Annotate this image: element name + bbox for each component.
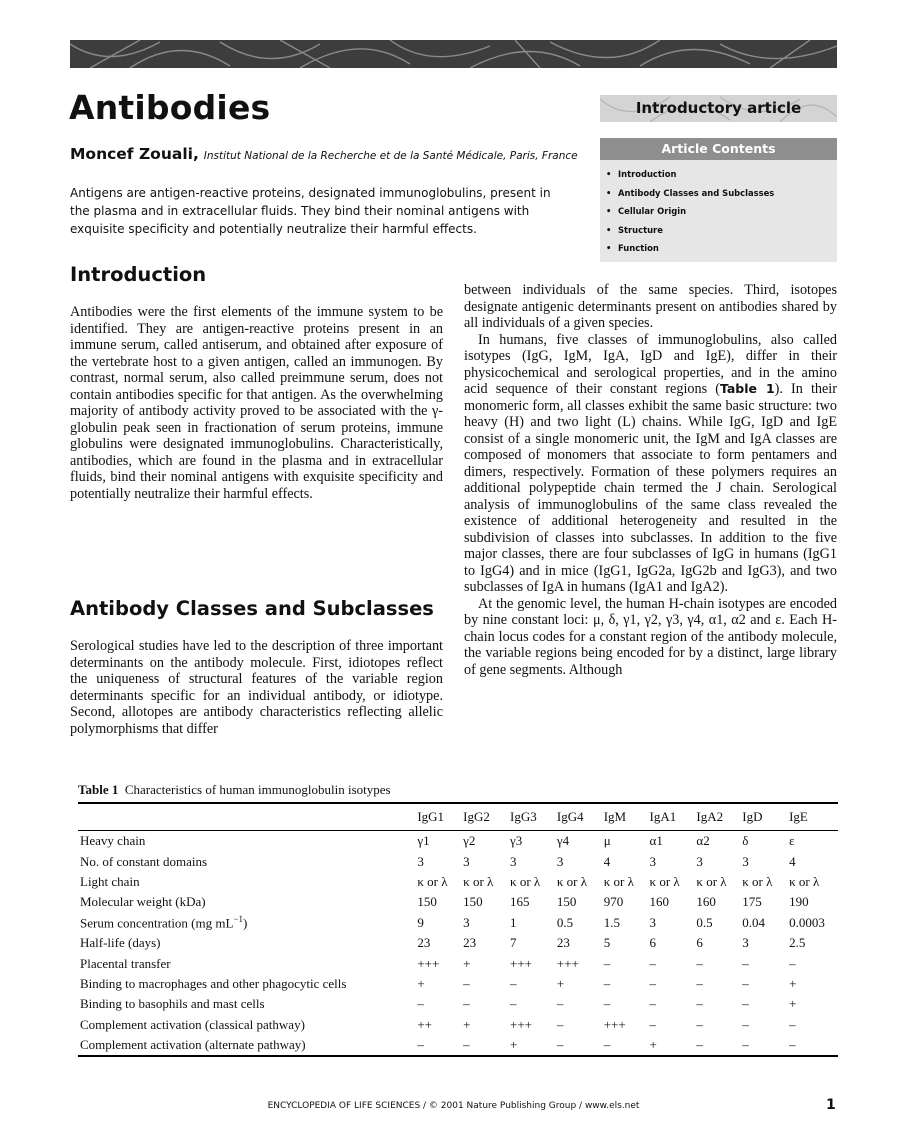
bullet-icon: •	[606, 169, 612, 179]
row-label-text: Binding to basophils and mast cells	[80, 996, 265, 1012]
table-cell: 23	[417, 935, 431, 951]
table-cell: –	[463, 975, 470, 991]
table-cell: –	[696, 1037, 703, 1053]
section-heading-introduction: Introduction	[70, 263, 207, 286]
table-cell: –	[649, 1016, 657, 1032]
table-cell: 165	[510, 894, 530, 910]
row-label-text: Heavy chain	[80, 833, 146, 849]
contents-item-label: Function	[618, 243, 659, 253]
table-cell: +++	[556, 955, 579, 971]
table-cell: +++	[603, 1016, 626, 1032]
table-cell: –	[789, 955, 796, 971]
column-header: IgG2	[463, 809, 490, 824]
table-row	[78, 872, 838, 892]
table-cell: –	[742, 996, 749, 1012]
table-cell: 6	[696, 935, 703, 951]
table-cell: –	[789, 1037, 796, 1053]
right-column-body	[464, 282, 837, 678]
table-cell: ++	[417, 1016, 432, 1032]
table-cell: +	[649, 1037, 657, 1053]
table-cell: 3	[649, 914, 657, 930]
column-header: IgM	[603, 809, 627, 824]
table-row	[78, 933, 838, 953]
table-cell: γ4	[556, 833, 570, 849]
right-paragraph-1: between individuals of the same species. Third, isotopes designate antigenic determinants present on antibodies shared by all individuals of a given species.	[464, 282, 837, 331]
table-row	[78, 974, 838, 994]
table-body	[78, 831, 838, 1057]
table-row	[78, 851, 838, 871]
table-cell: –	[603, 955, 611, 971]
table-cell: 5	[603, 935, 611, 951]
table-cell: –	[696, 955, 703, 971]
table-cell: α2	[696, 833, 710, 849]
table-cell: 3	[510, 853, 517, 869]
page-footer: ENCYCLOPEDIA OF LIFE SCIENCES / © 2001 Nature Publishing Group / www.els.net	[267, 1101, 640, 1111]
row-label-text: Molecular weight (kDa)	[80, 894, 206, 910]
table-caption	[78, 782, 391, 798]
table-header-blank	[78, 803, 417, 831]
table-cell: –	[463, 996, 470, 1012]
decorative-banner	[70, 40, 837, 68]
table-row	[78, 1015, 838, 1035]
row-label-superscript: −1	[233, 914, 244, 925]
table-cell: 190	[789, 894, 809, 910]
table-row	[78, 913, 838, 933]
table-cell: κ or λ	[789, 873, 820, 889]
table-caption-text: Characteristics of human immunoglobulin isotypes	[124, 782, 391, 797]
row-label-text: No. of constant domains	[80, 853, 208, 869]
column-header: IgG1	[417, 809, 445, 824]
table-cell: κ or λ	[696, 873, 727, 889]
table-cell: α1	[649, 833, 663, 849]
table-cell: +	[417, 975, 425, 991]
table-cell: γ2	[463, 833, 476, 849]
table-cell: κ or λ	[603, 873, 634, 889]
author-line	[70, 145, 578, 163]
table-cell: κ or λ	[556, 873, 588, 889]
table-cell: 0.04	[742, 914, 765, 930]
row-label-text: Complement activation (alternate pathway)	[80, 1037, 306, 1053]
table-cell: 1.5	[603, 914, 620, 930]
table-cell: +	[463, 1016, 471, 1032]
contents-item[interactable]	[606, 221, 837, 240]
introduction-body	[70, 304, 443, 502]
classes-body	[70, 638, 443, 737]
table-header-row	[78, 803, 838, 831]
row-label	[78, 933, 417, 953]
introduction-paragraph: Antibodies were the first elements of the immune system to be identified. They are antigen-reactive proteins present in an immune serum, called antiserum, and obtained after exposure of the vertebrate host to a given antigen, called an immunogen. By contrast, normal serum, also called preimmune serum, does not contain antibodies specific for that antigen. As the overwhelming majority of antibody activity proved to be associated with the γ-globulin peak seen in fractionation of serum proteins, immune globulins were designated immunoglobulins. Characteristically, antibodies, which are found in the plasma and in extracellular fluids, bind their nominal antigens with exquisite specificity and potentially neutralize their harmful effects.	[70, 304, 443, 502]
table-cell: +++	[510, 1016, 533, 1032]
row-label	[78, 892, 417, 912]
column-header: IgA1	[649, 809, 677, 824]
column-header: IgA2	[696, 809, 724, 824]
table-cell: κ or λ	[649, 873, 680, 889]
table-cell: –	[417, 1037, 424, 1053]
table-cell: 150	[463, 894, 483, 910]
classes-paragraph: Serological studies have led to the description of three important determinants on the antibody molecule. First, idiotopes reflect the uniqueness of structural features of the variable region determinants specific for an individual antibody, or idiotype. Second, allotopes are antibody characteristics reflecting allelic polymorphisms that differ	[70, 638, 443, 737]
table-cell: +	[556, 975, 565, 991]
article-title: Antibodies	[69, 88, 271, 127]
author-name: Moncef Zouali,	[70, 145, 199, 163]
table-cell: –	[556, 1016, 564, 1032]
row-label-text: Serum concentration (mg mL	[80, 915, 234, 931]
table-cell: –	[603, 996, 611, 1012]
contents-item[interactable]	[606, 239, 837, 258]
article-type-box	[600, 95, 837, 122]
table-cell: 0.5	[556, 914, 574, 930]
table-cell: 3	[463, 853, 470, 869]
row-label	[78, 831, 417, 852]
table-cell: 3	[649, 853, 657, 869]
table-cell: –	[463, 1037, 470, 1053]
contents-item-label: Structure	[618, 224, 663, 235]
table-cell: 175	[742, 894, 762, 910]
table-cell: 160	[649, 894, 670, 910]
column-header: IgG4	[556, 809, 584, 824]
table-cell: 2.5	[789, 935, 806, 951]
contents-item-label: Antibody Classes and Subclasses	[618, 187, 775, 198]
table-cell: γ1	[417, 833, 430, 849]
table-cell: 3	[463, 914, 470, 930]
table-cell: –	[510, 996, 517, 1012]
table-cell: +	[463, 955, 471, 971]
row-label-text: Complement activation (classical pathway)	[80, 1016, 305, 1032]
row-label	[78, 872, 417, 892]
table-cell: κ or λ	[742, 873, 773, 889]
table-cell: 23	[463, 935, 477, 951]
section-heading-classes: Antibody Classes and Subclasses	[70, 597, 434, 620]
table-cell: –	[742, 1016, 749, 1032]
table-cell: 150	[556, 894, 577, 910]
table-cell: –	[556, 996, 564, 1012]
row-label	[78, 974, 417, 994]
row-label-text: Light chain	[80, 873, 140, 889]
row-label	[78, 851, 417, 871]
bullet-icon: •	[606, 243, 612, 253]
row-label	[78, 913, 417, 933]
table-row	[78, 831, 838, 852]
table-cell: 6	[649, 935, 657, 951]
contents-item-label: Cellular Origin	[618, 206, 687, 216]
table-cell: δ	[742, 833, 749, 849]
table-cell: +	[789, 975, 797, 991]
table-cell: 4	[789, 853, 796, 869]
right-paragraph-2-text: In humans, five classes of immunoglobulins, also called isotypes (IgG, IgM, IgA, IgD and IgE), differ in their physicochemical and serological properties, and in the amino acid sequence of their constant regions (	[464, 331, 837, 397]
table-cell: –	[649, 955, 657, 971]
author-affiliation: Institut National de la Recherche et de la Santé Médicale, Paris, France	[203, 150, 578, 162]
table-cell: +++	[417, 955, 440, 971]
table-cell: –	[742, 1037, 749, 1053]
article-contents-list	[600, 160, 837, 258]
table-cell: –	[696, 975, 703, 991]
table-cell: +	[510, 1037, 518, 1053]
column-header: IgG3	[510, 809, 537, 824]
row-label	[78, 953, 417, 973]
table-label: Table 1	[78, 782, 119, 797]
article-contents-box	[600, 138, 837, 262]
table-row	[78, 1035, 838, 1056]
table-cell: +++	[510, 955, 533, 971]
table-cell: 0.5	[696, 914, 713, 930]
contents-item[interactable]	[606, 202, 837, 221]
table-cell: –	[649, 975, 657, 991]
table-cell: –	[789, 1016, 796, 1032]
table-cell: 150	[417, 894, 437, 910]
table-cell: 4	[603, 853, 611, 869]
table-cell: μ	[603, 833, 611, 849]
table-row	[78, 892, 838, 912]
row-label-text: Placental transfer	[80, 955, 171, 971]
table-reference-link[interactable]: Table 1	[719, 381, 775, 396]
table-cell: –	[417, 996, 424, 1012]
table-cell: –	[696, 996, 703, 1012]
table-cell: 3	[696, 853, 703, 869]
row-label	[78, 1015, 417, 1035]
right-paragraph-3: At the genomic level, the human H-chain isotypes are encoded by nine constant loci: μ, δ, γ1, γ2, γ3, γ4, α1, α2 and ε. Each H-chain locus codes for a constant region of the antibody molecule, the variable regions being encoded for by a distinct, large library of gene segments. Although	[464, 595, 837, 678]
bullet-icon: •	[606, 187, 612, 198]
right-paragraph-2	[464, 332, 837, 596]
table-cell: κ or λ	[417, 873, 448, 889]
row-label	[78, 1035, 417, 1056]
abstract: Antigens are antigen-reactive proteins, designated immunoglobulins, present in the plasma and in extracellular fluids. They bind their nominal antigens with exquisite specificity and potentially neutralize their harmful effects.	[70, 186, 551, 236]
table-row	[78, 953, 838, 973]
table-cell: –	[696, 1016, 703, 1032]
row-label	[78, 994, 417, 1014]
isotype-table	[78, 802, 838, 1057]
table-cell: 3	[556, 853, 564, 869]
article-contents-title: Article Contents	[600, 138, 837, 160]
bullet-icon: •	[606, 206, 612, 216]
row-label-suffix: )	[243, 915, 248, 931]
table-cell: 7	[510, 935, 517, 951]
article-type-label: Introductory article	[635, 99, 802, 117]
bullet-icon: •	[606, 224, 612, 235]
table-cell: ε	[789, 833, 795, 849]
table-cell: –	[556, 1037, 564, 1053]
isotype-table-grid	[78, 802, 838, 1057]
table-cell: 0.0003	[789, 914, 825, 930]
table-cell: κ or λ	[463, 873, 494, 889]
contents-item[interactable]	[606, 165, 837, 184]
table-cell: 3	[742, 935, 749, 951]
page-number: 1	[826, 1097, 836, 1113]
table-cell: 3	[742, 853, 749, 869]
table-cell: 1	[510, 914, 517, 930]
table-cell: 23	[556, 935, 570, 951]
column-header: IgD	[742, 809, 763, 824]
table-cell: –	[603, 975, 611, 991]
column-header: IgE	[789, 809, 808, 824]
table-cell: –	[649, 996, 657, 1012]
table-cell: 9	[417, 914, 424, 930]
table-cell: γ3	[510, 833, 523, 849]
contents-item-label: Introduction	[618, 169, 677, 179]
right-paragraph-2-text-cont: ). In their monomeric form, all classes exhibit the same basic structure: two heavy (H) and two light (L) chains. While IgG, IgD and IgE consist of a single monomeric unit, the IgM and IgA classes are composed of monomers that associate to form pentamers and dimers, respectively. Formation of these polymers requires an additional polypeptide chain termed the J chain. Serological analysis of immunoglobulins of the same class revealed the existence of additional heterogeneity and resulted in the subdivision of classes into subclasses. In addition to the five major classes, there are four subclasses of IgG in humans (IgG1 to IgG4) and in mice (IgG1, IgG2a, IgG2b and IgG3), and two subclasses of IgA in humans (IgA1 and IgA2).	[464, 381, 837, 595]
table-cell: 160	[696, 894, 716, 910]
table-cell: 3	[417, 853, 424, 869]
row-label-text: Binding to macrophages and other phagocytic cells	[80, 975, 347, 991]
table-cell: +	[789, 996, 797, 1012]
row-label-text: Half-life (days)	[80, 935, 161, 951]
table-cell: κ or λ	[510, 873, 541, 889]
table-cell: –	[742, 955, 749, 971]
table-cell: 970	[603, 894, 624, 910]
table-cell: –	[510, 975, 517, 991]
contents-item[interactable]	[606, 184, 837, 203]
table-row	[78, 994, 838, 1014]
table-cell: –	[742, 975, 749, 991]
table-cell: –	[603, 1037, 611, 1053]
